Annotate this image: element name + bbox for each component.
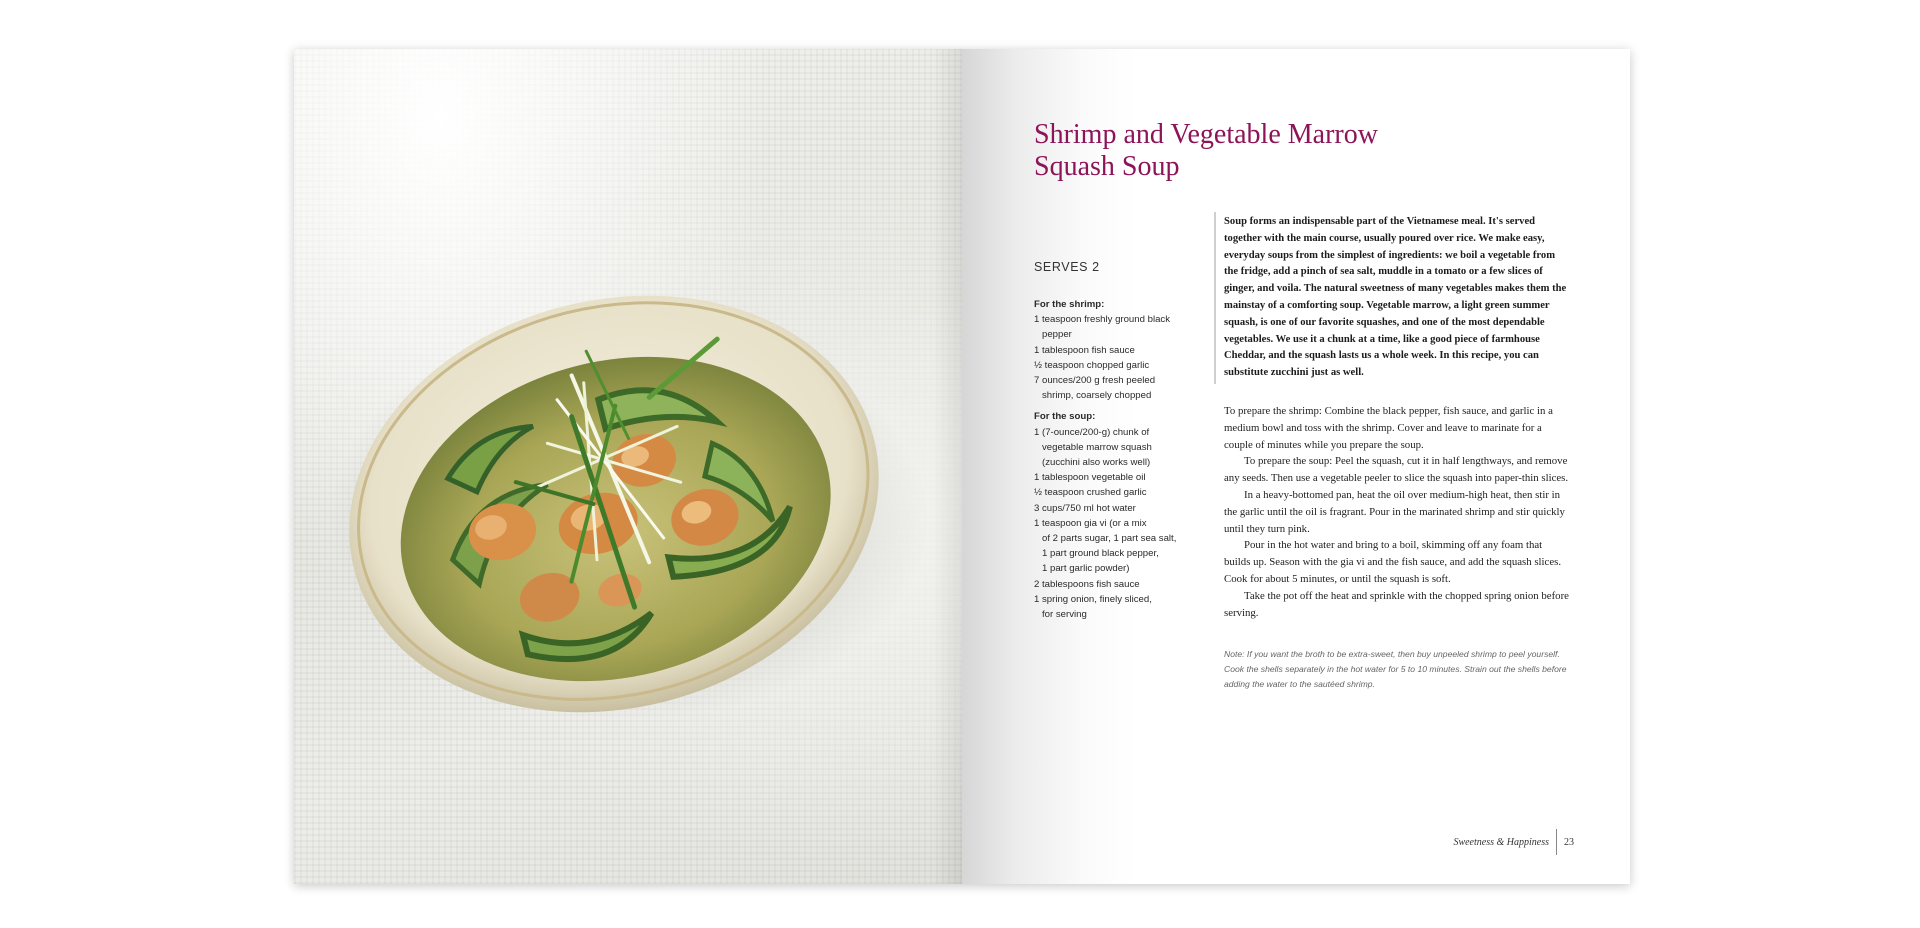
ingredient-line: for serving <box>1042 609 1087 621</box>
method-paragraph: Take the pot off the heat and sprinkle with the chopped spring onion before serving. <box>1224 589 1569 619</box>
ingredient-line: ½ teaspoon crushed garlic <box>1034 487 1147 499</box>
ingredient-line: ½ teaspoon chopped garlic <box>1034 359 1150 371</box>
page-fold-shadow <box>932 49 962 884</box>
ingredient-item <box>1034 485 1184 500</box>
page-number: 23 <box>1564 836 1574 848</box>
recipe-intro: Soup forms an indispensable part of the Vietnamese meal. It's served together with the main course, usually poured over rice. We make easy, everyday soups from the simplest of ingredients: we boil a vegetable from the fridge, add a pinch of sea salt, muddle in a tomato or a few slices of ginger, and voila. The natural sweetness of many vegetables makes them the mainstay of a comforting soup. Vegetable marrow, a light green summer squash, is one of our favorite squashes, and one of the most dependable vegetables. We use it a chunk at a time, like a good piece of farmhouse Cheddar, and the squash lasts us a whole week. In this recipe, you can substitute zucchini just as well. <box>1214 212 1569 384</box>
ingredient-line: 3 cups/750 ml hot water <box>1034 502 1136 514</box>
photo-page <box>294 49 962 884</box>
running-footer-title: Sweetness & Happiness <box>1453 836 1549 848</box>
ingredient-line: shrimp, coarsely chopped <box>1042 390 1152 402</box>
ingredient-line: vegetable marrow squash <box>1042 441 1152 453</box>
ingredient-line: 1 part garlic powder) <box>1042 563 1130 575</box>
recipe-note: Note: If you want the broth to be extra-sweet, then buy unpeeled shrimp to peel yourself. Cook the shells separately in the hot water for 5 to 10 minutes. Strain out the shells before adding the water to the sautéed shrimp. <box>1224 649 1567 689</box>
method-paragraph: Pour in the hot water and bring to a boil, skimming off any foam that builds up. Season with the gia vi and the fish sauce, and add the squash slices. Cook for about 5 minutes, or until the squash is soft. <box>1224 539 1562 585</box>
ingredient-line: pepper <box>1042 329 1072 341</box>
ingredient-line: 1 (7-ounce/200-g) chunk of <box>1034 426 1150 438</box>
ingredient-item <box>1034 577 1184 592</box>
method-paragraph: To prepare the shrimp: Combine the black pepper, fish sauce, and garlic in a medium bowl and toss with the shrimp. Cover and leave to marinate for a couple of minutes while you prepare the soup. <box>1224 405 1553 451</box>
serves-label: SERVES 2 <box>1034 260 1100 274</box>
method-paragraph: To prepare the soup: Peel the squash, cut it in half lengthways, and remove any seeds. Then use a vegetable peeler to slice the squash into paper-thin slices. <box>1224 455 1569 485</box>
ingredient-item <box>1034 516 1184 577</box>
ingredient-item <box>1034 501 1184 516</box>
ingredient-line: 7 ounces/200 g fresh peeled <box>1034 375 1156 387</box>
ingredient-line: 1 spring onion, finely sliced, <box>1034 593 1152 605</box>
ingredient-group-heading: For the shrimp: <box>1034 299 1105 310</box>
ingredient-group-heading: For the soup: <box>1034 411 1096 423</box>
recipe-title: Shrimp and Vegetable Marrow Squash Soup <box>1034 119 1378 182</box>
method-paragraph: In a heavy-bottomed pan, heat the oil over medium-high heat, then stir in the garlic until the oil is fragrant. Pour in the marinated shrimp and stir quickly until they turn pink. <box>1224 488 1565 535</box>
ingredient-line: 1 teaspoon freshly ground black <box>1034 314 1170 326</box>
ingredient-line: 1 tablespoon fish sauce <box>1034 344 1135 356</box>
recipe-page <box>962 49 1630 884</box>
ingredient-item <box>1034 358 1184 373</box>
ingredient-item <box>1034 592 1184 622</box>
ingredient-item <box>1034 470 1184 485</box>
soup-bowl-photo <box>294 49 962 884</box>
ingredient-line: 2 tablespoons fish sauce <box>1034 578 1140 590</box>
method-steps <box>1224 403 1569 621</box>
ingredient-line: (zucchini also works well) <box>1042 457 1151 469</box>
ingredient-item <box>1034 343 1184 358</box>
page-footer <box>1362 828 1574 856</box>
book-spread <box>294 49 1630 884</box>
ingredient-item <box>1034 312 1184 342</box>
ingredient-list <box>1034 297 1184 622</box>
ingredient-item <box>1034 425 1184 471</box>
ingredient-line: of 2 parts sugar, 1 part sea salt, <box>1042 533 1177 545</box>
ingredient-line: 1 teaspoon gia vi (or a mix <box>1034 517 1147 529</box>
ingredient-item <box>1034 373 1184 403</box>
ingredient-line: 1 tablespoon vegetable oil <box>1034 472 1146 484</box>
ingredient-line: 1 part ground black pepper, <box>1042 548 1159 560</box>
